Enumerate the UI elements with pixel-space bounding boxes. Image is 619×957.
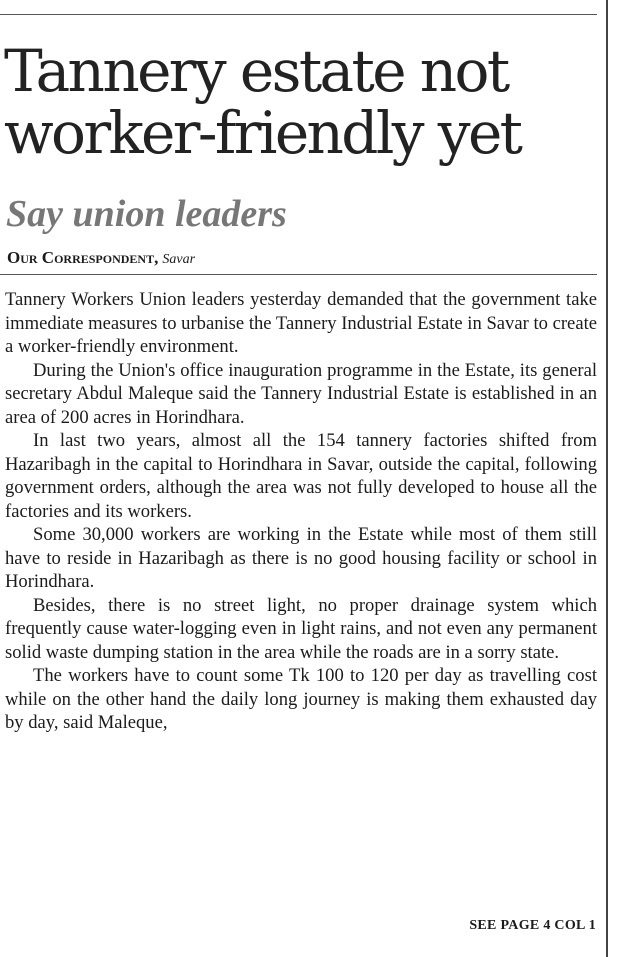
article-body [5,288,597,735]
article-paragraph: In last two years, almost all the 154 tannery factories shifted from Hazaribagh in the capital to Horindhara in Savar, outside the capital, following government orders, although the area was not fully developed to house all the factories and its workers. [5,430,597,522]
kicker-subheadline: Say union leaders [6,193,287,235]
article-paragraph: Besides, there is no street light, no proper drainage system which frequently cause water-logging even in light rains, and not even any permanent solid waste dumping station in the area while the roads are in a sorry state. [5,594,597,663]
headline: Tannery estate not worker-friendly yet [4,37,521,167]
byline [7,248,195,270]
column-rule [606,0,608,957]
article-paragraph: The workers have to count some Tk 100 to 120 per day as travelling cost while on the other hand the daily long journey is making them exhausted day by day, said Maleque, [5,665,597,733]
top-rule [0,14,597,15]
continued-on-line: SEE PAGE 4 COL 1 [469,918,596,933]
byline-name: Our Correspondent, [7,248,159,267]
article-paragraph: Tannery Workers Union leaders yesterday demanded that the government take immediate measures to urbanise the Tannery Industrial Estate in Savar to create a worker-friendly environment. [5,289,597,357]
article-paragraph: During the Union's office inauguration programme in the Estate, its general secretary Abdul Maleque said the Tannery Industrial Estate is established in an area of 200 acres in Horindhara. [5,359,597,428]
byline-rule [0,274,597,275]
article-paragraph: Some 30,000 workers are working in the Estate while most of them still have to reside in Hazaribagh as there is no good housing facility or school in Horindhara. [5,524,597,592]
byline-place: Savar [162,252,196,267]
